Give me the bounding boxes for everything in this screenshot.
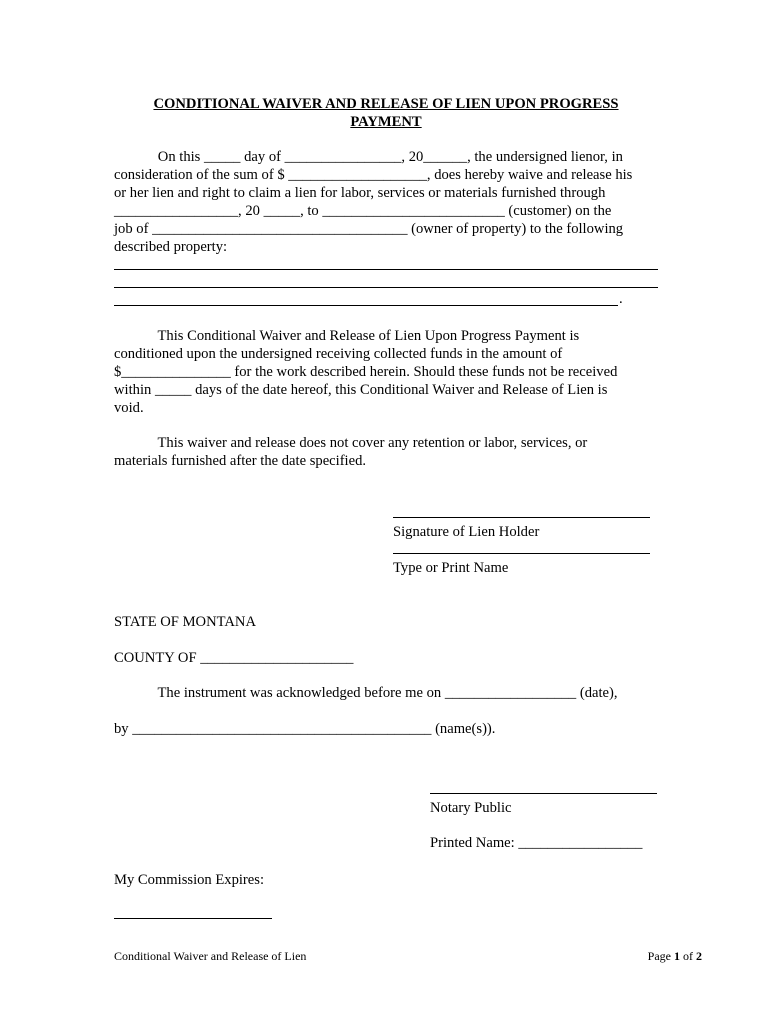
state-label: STATE OF MONTANA — [114, 614, 256, 630]
page-number — [648, 949, 702, 963]
print-name-line — [393, 553, 650, 554]
para1-line: or her lien and right to claim a lien for labor, services or materials furnished through — [114, 185, 606, 201]
footer-title: Conditional Waiver and Release of Lien — [114, 949, 307, 963]
page-current: 1 — [674, 949, 680, 963]
print-name-label: Type or Print Name — [393, 560, 509, 576]
page-prefix: Page — [647, 949, 671, 963]
printed-name-field: Printed Name: _________________ — [430, 835, 643, 851]
document-title-cont: PAYMENT — [350, 114, 422, 130]
property-end-period: . — [619, 291, 623, 307]
notary-label: Notary Public — [430, 800, 512, 816]
by-names-line: by _________________________________________ (name(s)). — [114, 721, 496, 737]
para1-line: _________________, 20 _____, to _________________________ (customer) on the — [114, 203, 612, 219]
para1-line: described property: — [114, 239, 228, 255]
para3-line: This waiver and release does not cover any retention or labor, services, or — [114, 435, 588, 451]
document-title: CONDITIONAL WAIVER AND RELEASE OF LIEN UPON PROGRESS — [153, 96, 619, 112]
property-blank-line — [114, 269, 658, 270]
para1-line: On this _____ day of ________________, 20______, the undersigned lienor, in — [114, 149, 623, 165]
para2-line: void. — [114, 400, 144, 416]
property-blank-line — [114, 305, 618, 306]
property-blank-line — [114, 287, 658, 288]
page-total: 2 — [696, 949, 702, 963]
para1-line: consideration of the sum of $ ___________________, does hereby waive and release his — [114, 167, 633, 183]
para2-line: This Conditional Waiver and Release of Lien Upon Progress Payment is — [114, 328, 580, 344]
para2-line: conditioned upon the undersigned receiving collected funds in the amount of — [114, 346, 563, 362]
page-of: of — [683, 949, 693, 963]
commission-date-line — [114, 918, 272, 919]
para2-line: within _____ days of the date hereof, this Conditional Waiver and Release of Lien is — [114, 382, 608, 398]
para3-line: materials furnished after the date specified. — [114, 453, 367, 469]
para1-line: job of ___________________________________ (owner of property) to the following — [114, 221, 624, 237]
acknowledgment-line: The instrument was acknowledged before me on __________________ (date), — [114, 685, 618, 701]
signature-line — [393, 517, 650, 518]
county-label: COUNTY OF _____________________ — [114, 650, 354, 666]
para2-line: $_______________ for the work described herein. Should these funds not be received — [114, 364, 618, 380]
commission-label: My Commission Expires: — [114, 872, 264, 888]
signature-label: Signature of Lien Holder — [393, 524, 540, 540]
notary-signature-line — [430, 793, 657, 794]
